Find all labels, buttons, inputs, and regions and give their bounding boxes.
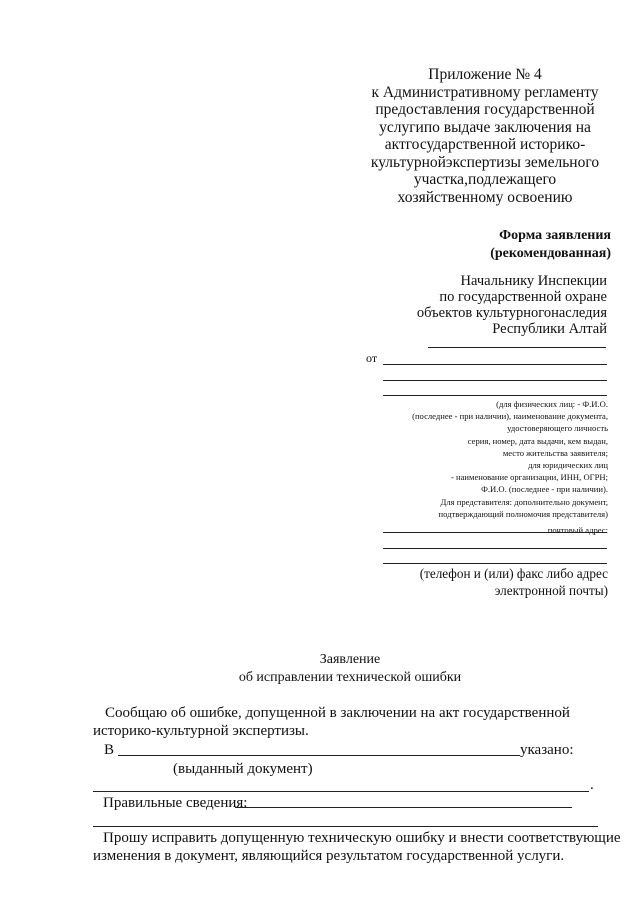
applicant-line[interactable] — [383, 364, 607, 365]
hint-line: Для представителя: дополнительно документ, — [440, 496, 608, 507]
form-type — [490, 227, 611, 263]
addressee-line: объектов культурногонаследия — [416, 305, 607, 321]
request-line: Прошу исправить допущенную техническую ошибку и внести соответствующие — [103, 830, 621, 846]
appendix-line: Приложение № 4 — [428, 66, 542, 83]
appendix-line: актгосударственной историко- — [384, 136, 586, 153]
hint-line: - наименование организации, ИНН, ОГРН; — [451, 472, 608, 483]
hint-line: место жительства заявителя; — [502, 447, 608, 458]
correct-info-label: Правильные сведения: — [103, 795, 248, 811]
postal-address-line[interactable] — [383, 532, 607, 533]
appendix-line: хозяйственному освоению — [397, 188, 573, 206]
issued-document-hint: (выданный документ) — [173, 761, 313, 777]
correct-info-line-2[interactable] — [93, 826, 598, 827]
addressee-line: Начальнику Инспекции — [460, 273, 607, 289]
hint-line: серия, номер, дата выдачи, кем выдан, — [467, 435, 608, 446]
request-paragraph — [93, 829, 623, 865]
correct-info-line[interactable] — [235, 807, 572, 808]
addressee-block — [417, 273, 607, 337]
form-type-line2: (рекомендованная) — [490, 246, 611, 261]
appendix-line: услугипо выдаче заключения на — [379, 118, 591, 136]
hint-line: для юридических лиц — [528, 460, 608, 471]
contact-hint — [420, 565, 608, 599]
form-type-line1: Форма заявления — [499, 228, 611, 243]
request-line: изменения в документ, являющийся результатом государственной услуги. — [93, 848, 565, 864]
from-label: от — [366, 351, 378, 365]
para-line: Сообщаю об ошибке, допущенной в заключении на акт государственной — [105, 705, 570, 721]
addressee-line: Республики Алтай — [492, 321, 607, 337]
hint-line: (последнее - при наличии), наименование документа, — [412, 411, 608, 422]
applicant-line[interactable] — [428, 347, 606, 348]
hint-line: Ф.И.О. (последнее - при наличии). — [481, 484, 608, 495]
para-line: историко-культурной экспертизы. — [93, 723, 309, 739]
appendix-line: предоставления государственной — [375, 101, 595, 118]
postal-address-line[interactable] — [383, 548, 607, 549]
postal-address-line[interactable] — [383, 563, 607, 564]
title-line2: об исправлении технической ошибки — [238, 670, 462, 685]
title-line1: Заявление — [319, 652, 381, 667]
error-details-line[interactable] — [93, 791, 589, 792]
contact-hint-line2: электронной почты) — [494, 583, 608, 598]
document-name-line[interactable] — [118, 755, 520, 756]
appendix-line: к Административному регламенту — [371, 83, 599, 101]
postal-address-label: почтовый адрес: — [547, 525, 608, 536]
appendix-line: участка,подлежащего — [413, 171, 557, 188]
appendix-line: культурнойэкспертизы земельного — [370, 153, 600, 171]
addressee-line: по государственной охране — [439, 289, 607, 305]
applicant-line[interactable] — [383, 380, 607, 381]
hint-line: подтверждающий полномочия представителя) — [438, 508, 608, 519]
applicant-hint — [378, 398, 608, 536]
in-label: В — [104, 742, 115, 758]
appendix-header — [345, 66, 625, 206]
document-title — [200, 651, 500, 687]
stated-label: указано: — [520, 742, 574, 758]
error-report-paragraph — [93, 704, 613, 740]
contact-hint-line1: (телефон и (или) факс либо адрес — [419, 566, 608, 581]
applicant-line[interactable] — [383, 395, 607, 396]
hint-line: удостоверяющего личность — [507, 423, 608, 434]
hint-line: (для физических лиц: - Ф.И.О. — [496, 399, 608, 409]
period-mark: . — [590, 777, 594, 793]
